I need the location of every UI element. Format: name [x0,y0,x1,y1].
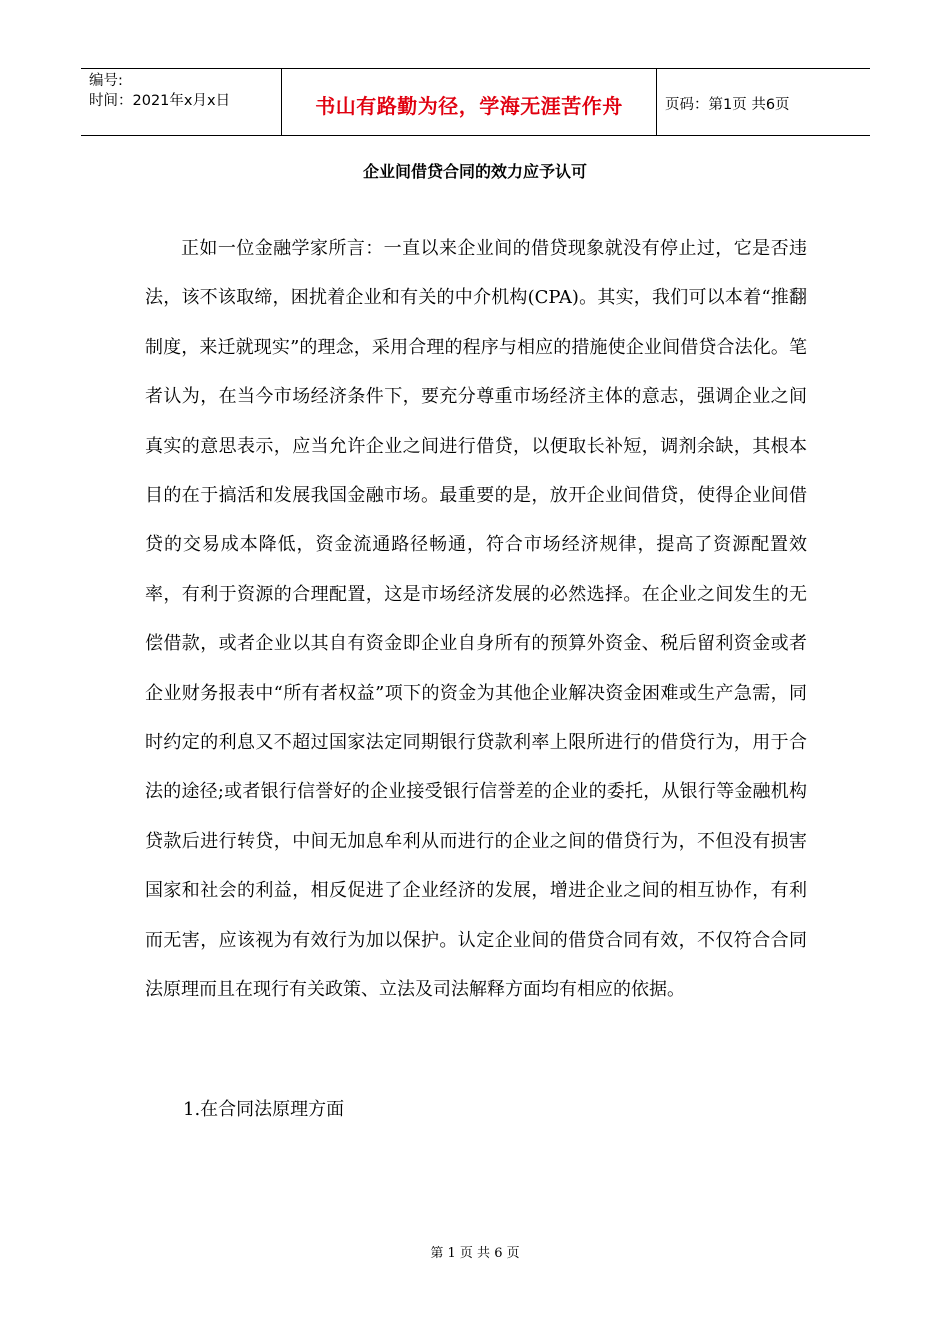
document-header [81,68,870,136]
document-time-label: 时间：2021年x月x日 [89,93,231,109]
header-motto: 书山有路勤为径，学海无涯苦作舟 [282,69,657,135]
document-number-label: 编号: [89,73,123,89]
document-title: 企业间借贷合同的效力应予认可 [362,162,587,181]
body-paragraph: 正如一位金融学家所言：一直以来企业间的借贷现象就没有停止过，它是否违法，该不该取缔，困扰着企业和有关的中介机构(CPA)。其实，我们可以本着“推翻制度，来迁就现实”的理念，采用合理的程序与相应的措施使企业间借贷合法化。笔者认为，在当今市场经济条件下，要充分尊重市场经济主体的意志，强调企业之间真实的意思表示，应当允许企业之间进行借贷，以便取长补短，调剂余缺，其根本目的在于搞活和发展我国金融市场。最重要的是，放开企业间借贷，使得企业间借贷的交易成本降低，资金流通路径畅通，符合市场经济规律，提高了资源配置效率，有利于资源的合理配置，这是市场经济发展的必然选择。在企业之间发生的无偿借款，或者企业以其自有资金即企业自身所有的预算外资金、税后留利资金或者企业财务报表中“所有者权益”项下的资金为其他企业解决资金困难或生产急需，同时约定的利息又不超过国家法定同期银行贷款利率上限所进行的借贷行为，用于合法的途径;或者银行信誉好的企业接受银行信誉差的企业的委托，从银行等金融机构贷款后进行转贷，中间无加息牟利从而进行的企业之间的借贷行为，不但没有损害国家和社会的利益，相反促进了企业经济的发展，增进企业之间的相互协作，有利而无害，应该视为有效行为加以保护。认定企业间的借贷合同有效，不仅符合合同法原理而且在现行有关政策、立法及司法解释方面均有相应的依据。 [145,238,807,1001]
page-footer: 第 1 页 共 6 页 [430,1246,520,1261]
section-heading: 1.在合同法原理方面 [183,1099,345,1120]
header-meta-cell [81,69,282,135]
header-page-label: 页码：第1页 共6页 [665,96,790,113]
